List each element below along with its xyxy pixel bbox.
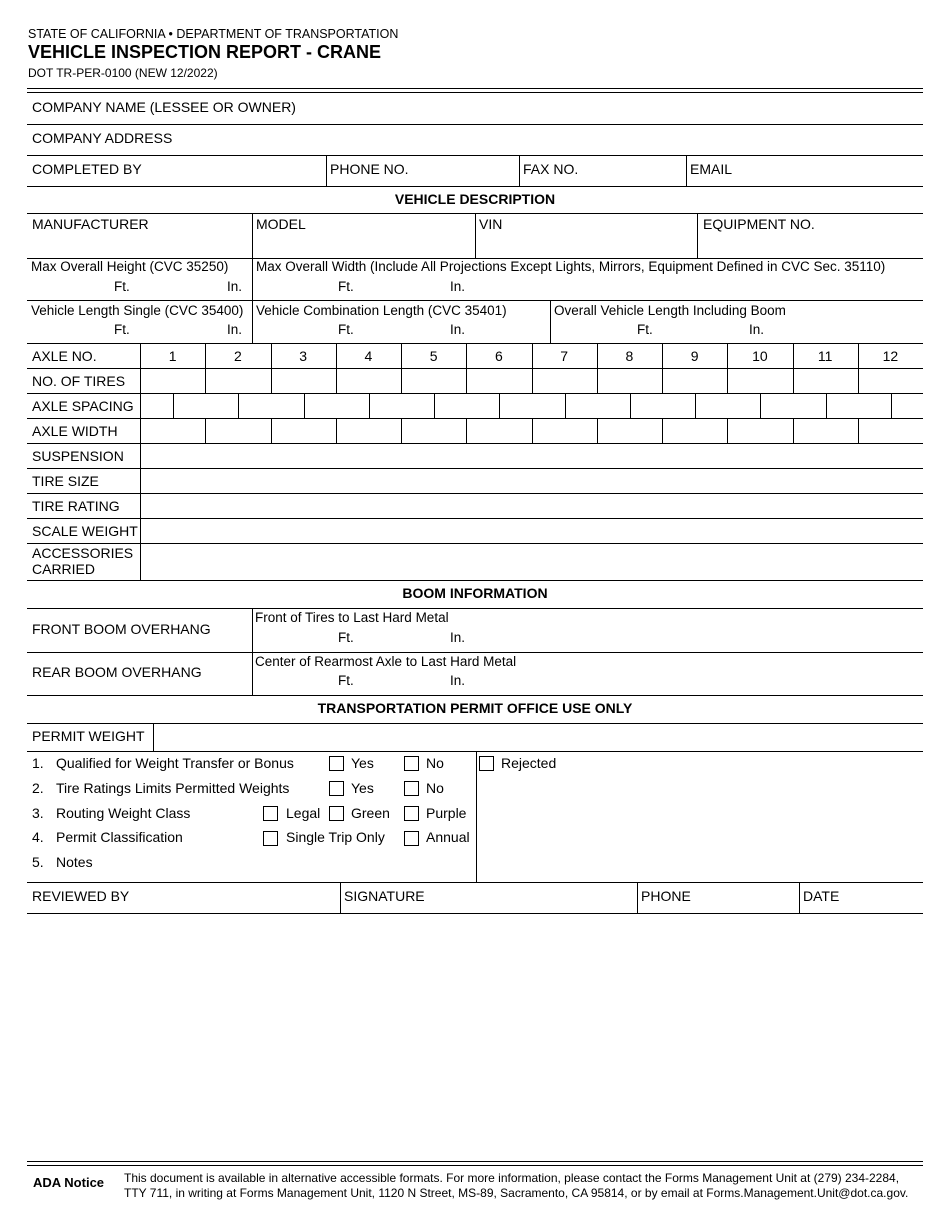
reviewer-phone-label: PHONE bbox=[641, 888, 691, 904]
vin-input[interactable] bbox=[477, 234, 695, 256]
max-width-in-label: In. bbox=[450, 279, 466, 294]
no-of-tires-input-8[interactable] bbox=[598, 369, 661, 392]
axle-spacing-input-12[interactable] bbox=[827, 394, 890, 417]
signature-label: SIGNATURE bbox=[344, 888, 425, 904]
max-height-ft-label: Ft. bbox=[114, 279, 130, 294]
axle-width-input-10[interactable] bbox=[728, 419, 791, 442]
rear-boom-in-label: In. bbox=[450, 673, 466, 688]
suspension-input[interactable] bbox=[142, 444, 921, 467]
axle-width-input-1[interactable] bbox=[141, 419, 204, 442]
annual-checkbox[interactable] bbox=[404, 831, 419, 846]
tire-size-label: TIRE SIZE bbox=[32, 473, 99, 489]
tire-rating-input[interactable] bbox=[142, 494, 921, 517]
item-4-number: 4. bbox=[32, 829, 44, 845]
axle-spacing-input-3[interactable] bbox=[239, 394, 302, 417]
rear-boom-desc: Center of Rearmost Axle to Last Hard Metal bbox=[255, 654, 517, 669]
single-trip-label: Single Trip Only bbox=[286, 829, 385, 845]
no-of-tires-input-2[interactable] bbox=[206, 369, 269, 392]
equipment-no-input[interactable] bbox=[699, 234, 921, 256]
axle-number: 2 bbox=[233, 348, 242, 364]
axle-spacing-label: AXLE SPACING bbox=[32, 398, 134, 414]
routing-green-label: Green bbox=[351, 805, 390, 821]
axle-spacing-input-11[interactable] bbox=[761, 394, 824, 417]
weight-transfer-yes-checkbox[interactable] bbox=[329, 756, 344, 771]
axle-number: 1 bbox=[168, 348, 177, 364]
front-boom-ft-input[interactable] bbox=[262, 628, 332, 646]
front-boom-overhang-label: FRONT BOOM OVERHANG bbox=[32, 621, 211, 637]
date-label: DATE bbox=[803, 888, 840, 904]
tire-ratings-yes-label: Yes bbox=[351, 780, 374, 796]
length-boom-ft-label: Ft. bbox=[637, 322, 653, 337]
tire-ratings-no-checkbox[interactable] bbox=[404, 781, 419, 796]
routing-legal-label: Legal bbox=[286, 805, 321, 821]
front-boom-ft-label: Ft. bbox=[338, 630, 354, 645]
vin-label: VIN bbox=[479, 216, 503, 232]
axle-number: 4 bbox=[364, 348, 373, 364]
model-label: MODEL bbox=[256, 216, 306, 232]
phone-no-label: PHONE NO. bbox=[330, 161, 409, 177]
axle-width-input-3[interactable] bbox=[272, 419, 335, 442]
no-of-tires-input-1[interactable] bbox=[141, 369, 204, 392]
axle-no-label: AXLE NO. bbox=[32, 348, 97, 364]
cell-divider bbox=[140, 543, 141, 580]
permit-office-title: TRANSPORTATION PERMIT OFFICE USE ONLY bbox=[317, 700, 633, 716]
completed-by-label: COMPLETED BY bbox=[32, 161, 142, 177]
max-height-in-label: In. bbox=[227, 279, 243, 294]
max-width-label: Max Overall Width (Include All Projections Except Lights, Mirrors, Equipment Defined in CVC Sec. 35110) bbox=[256, 259, 886, 274]
rear-boom-ft-label: Ft. bbox=[338, 673, 354, 688]
routing-purple-label: Purple bbox=[426, 805, 467, 821]
cell-divider bbox=[140, 518, 141, 543]
company-name-label: COMPANY NAME (LESSEE OR OWNER) bbox=[32, 99, 296, 115]
front-boom-in-label: In. bbox=[450, 630, 466, 645]
front-boom-in-input[interactable] bbox=[372, 628, 442, 646]
no-of-tires-label: NO. OF TIRES bbox=[32, 373, 126, 389]
max-height-ft-input[interactable] bbox=[40, 278, 110, 296]
phone-no-input[interactable] bbox=[410, 158, 518, 184]
cell-divider bbox=[140, 443, 141, 468]
permit-weight-label: PERMIT WEIGHT bbox=[32, 728, 145, 744]
axle-number: 12 bbox=[882, 348, 899, 364]
axle-number: 6 bbox=[494, 348, 503, 364]
item-1-text: Qualified for Weight Transfer or Bonus bbox=[56, 755, 294, 771]
axle-spacing-input-7[interactable] bbox=[500, 394, 563, 417]
agency-name: STATE OF CALIFORNIA • DEPARTMENT OF TRANSPORTATION bbox=[28, 27, 399, 41]
tire-ratings-yes-checkbox[interactable] bbox=[329, 781, 344, 796]
model-input[interactable] bbox=[254, 234, 474, 256]
length-single-label: Vehicle Length Single (CVC 35400) bbox=[31, 303, 244, 318]
tire-ratings-no-label: No bbox=[426, 780, 444, 796]
vehicle-description-title: VEHICLE DESCRIPTION bbox=[394, 191, 556, 207]
axle-number: 11 bbox=[817, 348, 833, 364]
ada-notice-title: ADA Notice bbox=[33, 1175, 105, 1190]
no-of-tires-input-4[interactable] bbox=[337, 369, 400, 392]
max-height-label: Max Overall Height (CVC 35250) bbox=[31, 259, 229, 274]
routing-legal-checkbox[interactable] bbox=[263, 806, 278, 821]
reviewed-by-input[interactable] bbox=[140, 885, 338, 911]
email-input[interactable] bbox=[735, 158, 920, 184]
front-boom-desc: Front of Tires to Last Hard Metal bbox=[255, 610, 449, 625]
scale-weight-label: SCALE WEIGHT bbox=[32, 523, 138, 539]
rear-boom-overhang-label: REAR BOOM OVERHANG bbox=[32, 664, 202, 680]
length-boom-label: Overall Vehicle Length Including Boom bbox=[554, 303, 786, 318]
cell-divider bbox=[140, 468, 141, 493]
reviewed-by-label: REVIEWED BY bbox=[32, 888, 130, 904]
axle-width-input-4[interactable] bbox=[337, 419, 400, 442]
no-of-tires-input-9[interactable] bbox=[663, 369, 726, 392]
no-of-tires-input-11[interactable] bbox=[794, 369, 857, 392]
max-width-ft-label: Ft. bbox=[338, 279, 354, 294]
no-of-tires-input-5[interactable] bbox=[402, 369, 465, 392]
axle-number: 9 bbox=[690, 348, 699, 364]
email-label: EMAIL bbox=[690, 161, 733, 177]
axle-number: 10 bbox=[752, 348, 768, 364]
reviewer-phone-input[interactable] bbox=[692, 885, 797, 911]
item-5-text: Notes bbox=[56, 854, 93, 870]
axle-width-input-6[interactable] bbox=[467, 419, 530, 442]
row-divider bbox=[27, 580, 923, 581]
rear-boom-ft-input[interactable] bbox=[262, 672, 332, 690]
manufacturer-label: MANUFACTURER bbox=[32, 216, 149, 232]
no-of-tires-input-3[interactable] bbox=[272, 369, 335, 392]
length-combo-ft-input[interactable] bbox=[262, 321, 332, 339]
axle-spacing-input-6[interactable] bbox=[435, 394, 498, 417]
item-2-number: 2. bbox=[32, 780, 44, 796]
accessories-label-line-2: CARRIED bbox=[32, 561, 96, 577]
manufacturer-input[interactable] bbox=[30, 234, 250, 256]
axle-width-input-9[interactable] bbox=[663, 419, 726, 442]
max-height-in-input[interactable] bbox=[150, 278, 220, 296]
axle-number: 7 bbox=[560, 348, 569, 364]
notes-textarea[interactable] bbox=[480, 780, 920, 878]
length-combo-ft-label: Ft. bbox=[338, 322, 354, 337]
axle-spacing-input-5[interactable] bbox=[370, 394, 433, 417]
axle-number: 5 bbox=[429, 348, 438, 364]
permit-weight-input[interactable] bbox=[155, 725, 920, 749]
no-of-tires-input-7[interactable] bbox=[533, 369, 596, 392]
axle-width-input-2[interactable] bbox=[206, 419, 269, 442]
annual-label: Annual bbox=[426, 829, 470, 845]
axle-spacing-input-4[interactable] bbox=[305, 394, 368, 417]
single-trip-checkbox[interactable] bbox=[263, 831, 278, 846]
rejected-label: Rejected bbox=[501, 755, 557, 771]
axle-spacing-input-1[interactable] bbox=[141, 394, 172, 417]
length-single-ft-label: Ft. bbox=[114, 322, 130, 337]
weight-transfer-no-label: No bbox=[426, 755, 444, 771]
item-1-number: 1. bbox=[32, 755, 44, 771]
axle-number: 8 bbox=[625, 348, 634, 364]
no-of-tires-input-6[interactable] bbox=[467, 369, 530, 392]
rear-boom-in-input[interactable] bbox=[372, 672, 442, 690]
axle-width-input-8[interactable] bbox=[598, 419, 661, 442]
length-single-ft-input[interactable] bbox=[40, 321, 110, 339]
routing-green-checkbox[interactable] bbox=[329, 806, 344, 821]
routing-purple-checkbox[interactable] bbox=[404, 806, 419, 821]
cell-divider bbox=[891, 393, 892, 418]
axle-width-input-7[interactable] bbox=[533, 419, 596, 442]
form-title: VEHICLE INSPECTION REPORT - CRANE bbox=[28, 42, 382, 62]
axle-number: 3 bbox=[299, 348, 308, 364]
length-boom-in-label: In. bbox=[749, 322, 765, 337]
axle-spacing-input-10[interactable] bbox=[696, 394, 759, 417]
fax-no-label: FAX NO. bbox=[523, 161, 579, 177]
axle-spacing-input-9[interactable] bbox=[631, 394, 694, 417]
item-5-number: 5. bbox=[32, 854, 44, 870]
scale-weight-input[interactable] bbox=[142, 519, 921, 542]
ada-notice-line-2: TTY 711, in writing at Forms Management Unit, 1120 N Street, MS-89, Sacramento, CA 95814, or by email at Forms.Management.Unit@dot.ca.gov. bbox=[124, 1186, 909, 1200]
item-3-number: 3. bbox=[32, 805, 44, 821]
tire-size-input[interactable] bbox=[142, 469, 921, 492]
max-width-ft-input[interactable] bbox=[262, 278, 332, 296]
no-of-tires-input-10[interactable] bbox=[728, 369, 791, 392]
axle-width-input-11[interactable] bbox=[794, 419, 857, 442]
boom-information-title: BOOM INFORMATION bbox=[402, 585, 548, 601]
length-boom-ft-input[interactable] bbox=[560, 321, 630, 339]
max-width-in-input[interactable] bbox=[372, 278, 442, 296]
accessories-label-line-1: ACCESSORIES bbox=[32, 545, 134, 561]
suspension-label: SUSPENSION bbox=[32, 448, 124, 464]
axle-width-input-12[interactable] bbox=[859, 419, 922, 442]
tire-rating-label: TIRE RATING bbox=[32, 498, 120, 514]
item-3-text: Routing Weight Class bbox=[56, 805, 191, 821]
item-2-text: Tire Ratings Limits Permitted Weights bbox=[56, 780, 290, 796]
axle-spacing-input-8[interactable] bbox=[566, 394, 629, 417]
length-combo-label: Vehicle Combination Length (CVC 35401) bbox=[256, 303, 507, 318]
fax-no-input[interactable] bbox=[582, 158, 684, 184]
length-combo-in-input[interactable] bbox=[372, 321, 442, 339]
accessories-carried-input[interactable] bbox=[142, 544, 921, 579]
item-4-text: Permit Classification bbox=[56, 829, 183, 845]
length-combo-in-label: In. bbox=[450, 322, 466, 337]
equipment-no-label: EQUIPMENT NO. bbox=[703, 216, 815, 232]
company-name-input[interactable] bbox=[300, 96, 920, 122]
form-number: DOT TR-PER-0100 (NEW 12/2022) bbox=[28, 66, 218, 80]
ada-notice-line-1: This document is available in alternative accessible formats. For more information, please contact the Forms Management Unit at (279) 234-2284, bbox=[124, 1171, 900, 1185]
axle-spacing-input-2[interactable] bbox=[174, 394, 237, 417]
length-single-in-input[interactable] bbox=[150, 321, 220, 339]
axle-width-input-5[interactable] bbox=[402, 419, 465, 442]
length-boom-in-input[interactable] bbox=[672, 321, 742, 339]
length-single-in-label: In. bbox=[227, 322, 243, 337]
signature-input[interactable] bbox=[430, 885, 635, 911]
weight-transfer-no-checkbox[interactable] bbox=[404, 756, 419, 771]
no-of-tires-input-12[interactable] bbox=[859, 369, 922, 392]
company-address-label: COMPANY ADDRESS bbox=[32, 130, 173, 146]
company-address-input[interactable] bbox=[180, 127, 920, 153]
completed-by-input[interactable] bbox=[145, 158, 325, 184]
rejected-checkbox[interactable] bbox=[479, 756, 494, 771]
cell-divider bbox=[140, 493, 141, 518]
date-input[interactable] bbox=[842, 885, 920, 911]
axle-width-label: AXLE WIDTH bbox=[32, 423, 118, 439]
weight-transfer-yes-label: Yes bbox=[351, 755, 374, 771]
